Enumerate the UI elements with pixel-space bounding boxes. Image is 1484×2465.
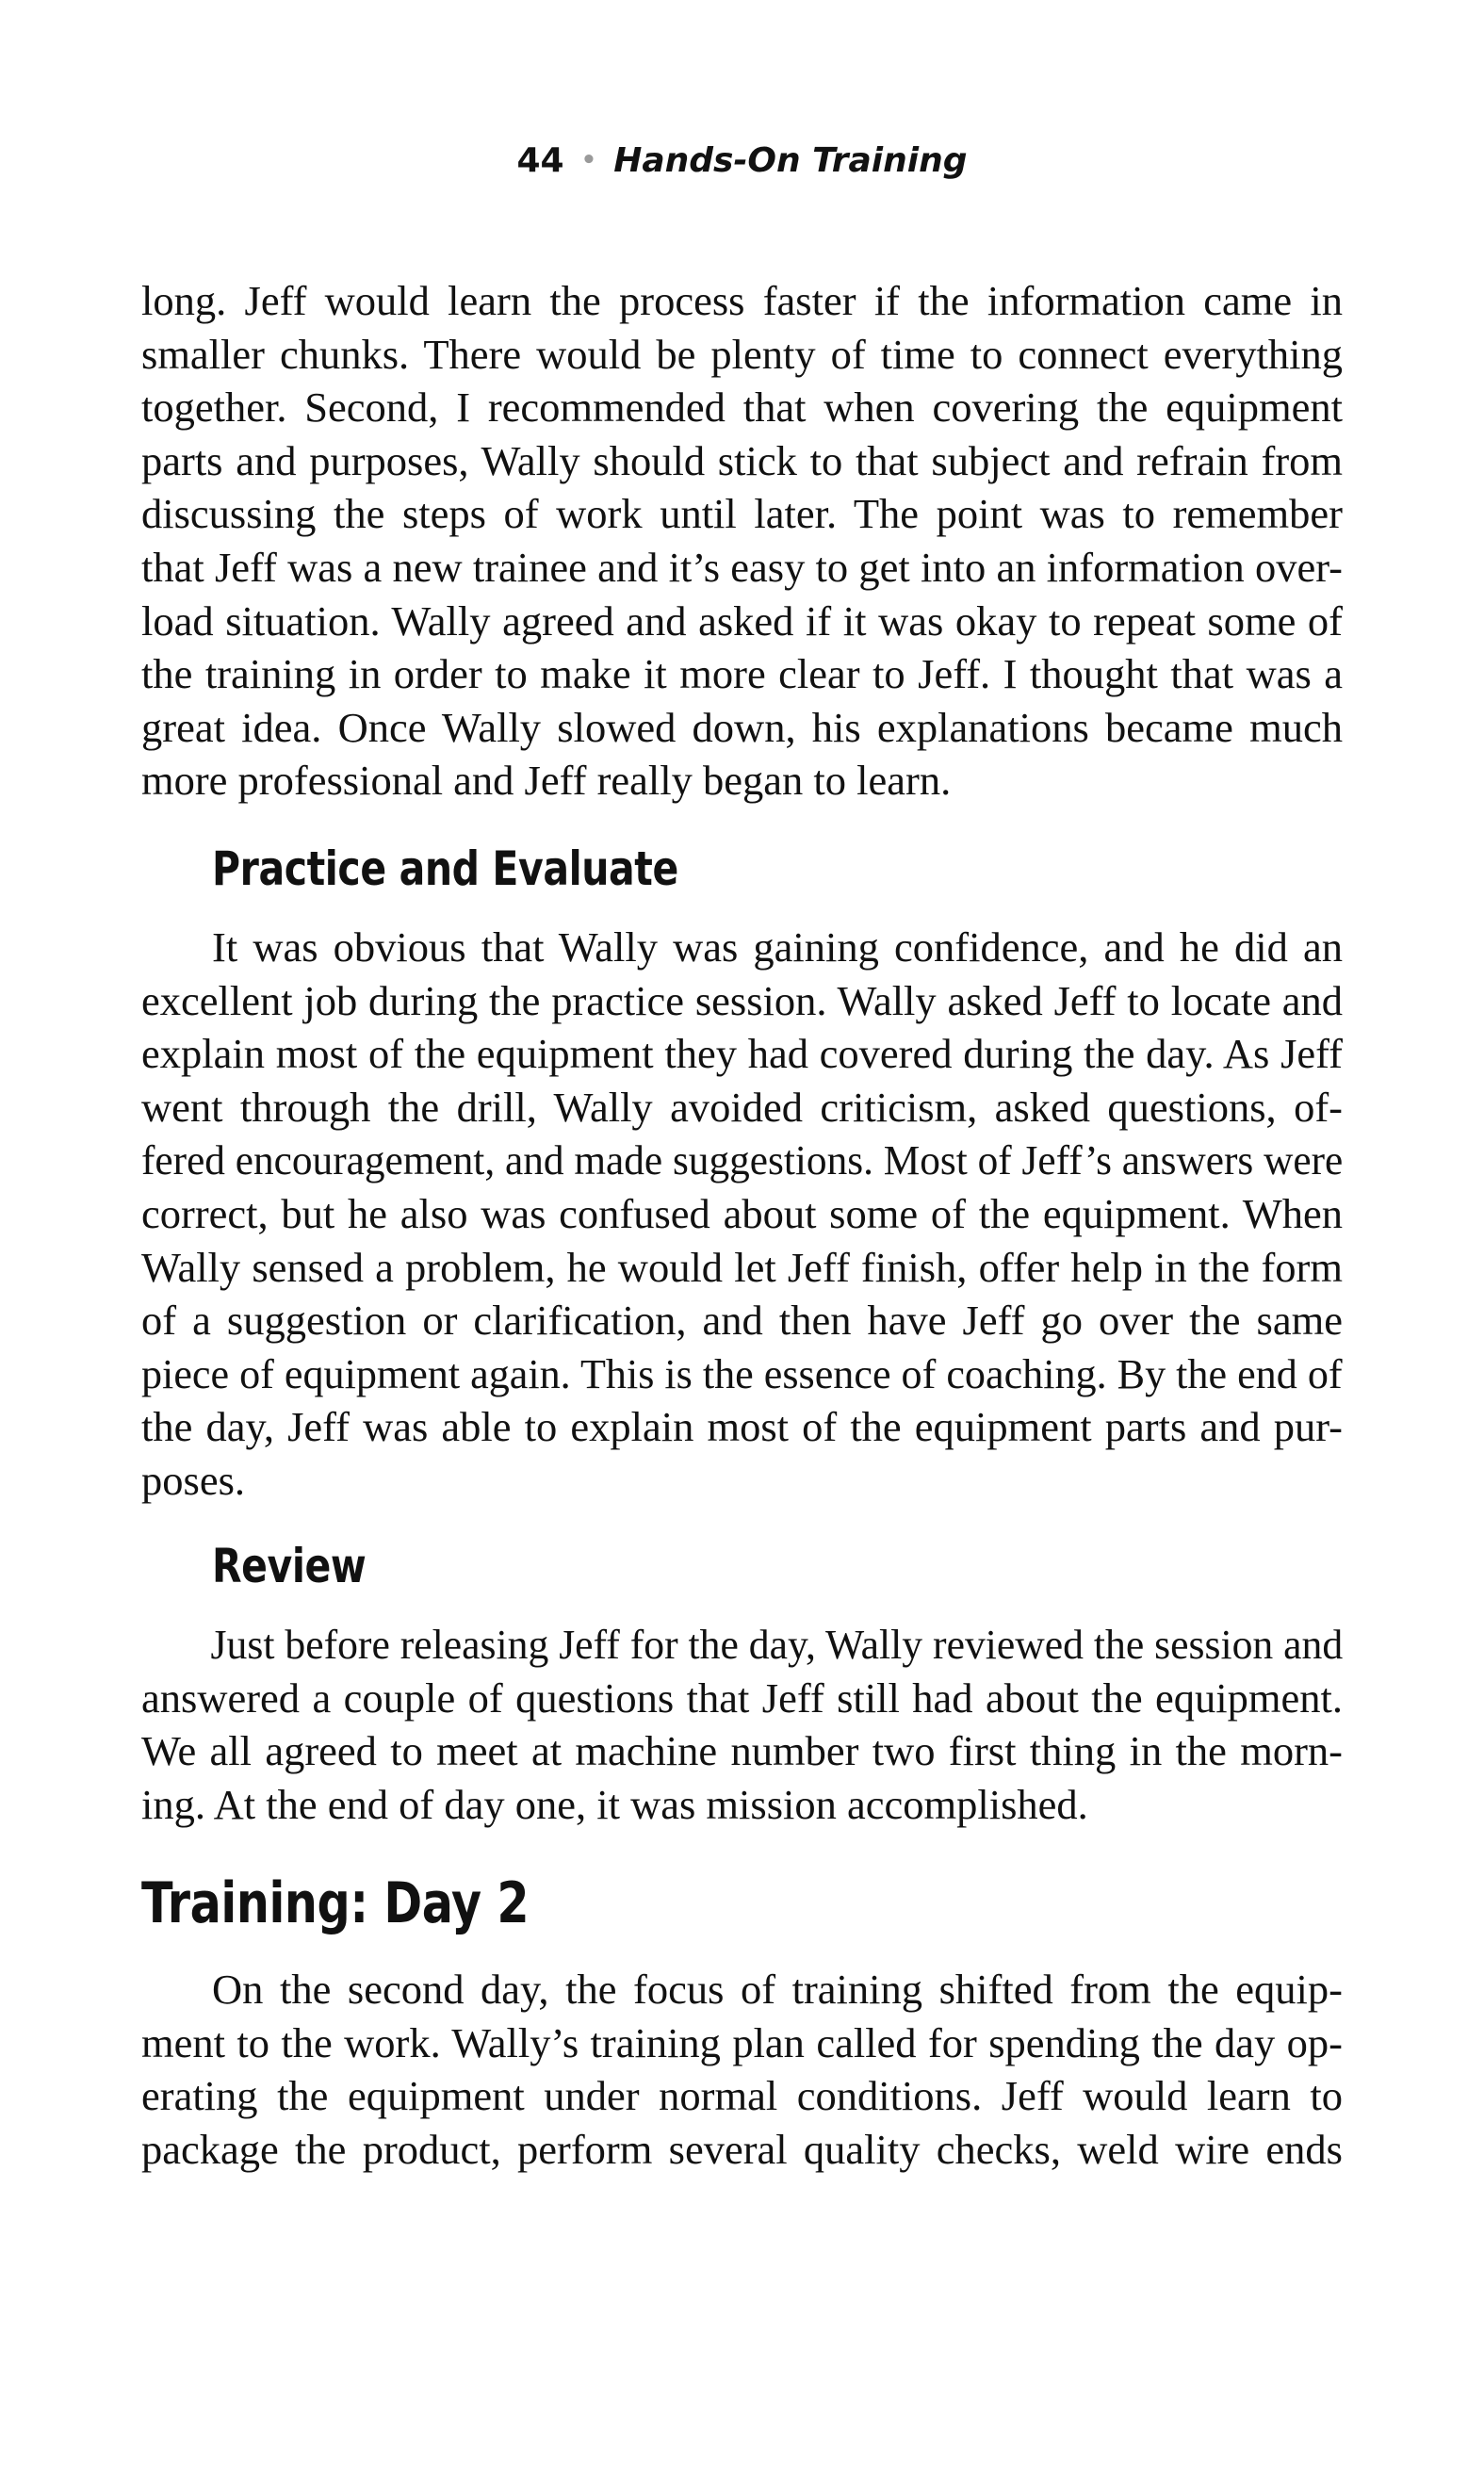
running-head xyxy=(0,137,1484,185)
text-line: erating the equipment under normal conditions. Jeff would learn to xyxy=(141,2072,1343,2120)
text-line: poses. xyxy=(141,1456,246,1504)
text-line: answered a couple of questions that Jeff still had about the equipment. xyxy=(141,1673,1343,1722)
text-line: package the product, perform several quality checks, weld wire ends xyxy=(141,2125,1343,2173)
text-line: It was obvious that Wally was gaining confidence, and he did an xyxy=(212,923,1343,971)
text-line: the training in order to make it more clear to Jeff. I thought that was a xyxy=(141,650,1343,698)
paragraph-day-2 xyxy=(141,1963,1343,2176)
text-line: smaller chunks. There would be plenty of time to connect everything xyxy=(141,330,1343,378)
paragraph-practice xyxy=(141,921,1343,1508)
heading-training-day-2: Training: Day 2 xyxy=(141,1870,530,1936)
text-line: Just before releasing Jeff for the day, Wally reviewed the session and xyxy=(210,1621,1344,1668)
text-line: fered encouragement, and made suggestions. Most of Jeff’s answers were xyxy=(141,1136,1344,1184)
text-line: explain most of the equipment they had covered during the day. As Jeff xyxy=(141,1030,1343,1078)
text-line: great idea. Once Wally slowed down, his explanations became much xyxy=(141,703,1343,751)
heading-review: Review xyxy=(212,1539,367,1593)
text-line: of a suggestion or clarification, and then have Jeff go over the same xyxy=(141,1297,1343,1345)
text-line: went through the drill, Wally avoided criticism, asked questions, of- xyxy=(141,1083,1343,1131)
separator-bullet: • xyxy=(580,146,597,174)
text-line: piece of equipment again. This is the essence of coaching. By the end of xyxy=(141,1349,1343,1397)
text-line: long. Jeff would learn the process faster if the information came in xyxy=(141,277,1343,324)
text-line: that Jeff was a new trainee and it’s easy to get into an information over- xyxy=(141,543,1343,591)
text-line: On the second day, the focus of training shifted from the equip- xyxy=(212,1966,1343,2013)
paragraph-review xyxy=(141,1618,1343,1831)
text-line: together. Second, I recommended that when covering the equipment xyxy=(141,384,1343,432)
text-line: correct, but he also was confused about some of the equipment. When xyxy=(141,1189,1343,1237)
text-line: We all agreed to meet at machine number two first thing in the morn- xyxy=(141,1727,1343,1775)
heading-practice-and-evaluate: Practice and Evaluate xyxy=(212,841,678,896)
text-line: ment to the work. Wally’s training plan called for spending the day op- xyxy=(141,2018,1343,2066)
text-line: discussing the steps of work until later. The point was to remember xyxy=(141,490,1343,538)
book-title: Hands-On Training xyxy=(613,141,968,180)
text-line: Wally sensed a problem, he would let Jeff finish, offer help in the form xyxy=(141,1243,1343,1291)
paragraph-intro xyxy=(141,274,1343,808)
page-number: 44 xyxy=(516,141,564,180)
text-line: more professional and Jeff really began to learn. xyxy=(141,757,952,805)
text-line: the day, Jeff was able to explain most of the equipment parts and pur- xyxy=(141,1403,1343,1451)
text-line: excellent job during the practice session. Wally asked Jeff to locate and xyxy=(141,976,1343,1024)
text-line: load situation. Wally agreed and asked if it was okay to repeat some of xyxy=(141,596,1343,645)
text-line: ing. At the end of day one, it was mission accomplished. xyxy=(141,1780,1088,1828)
text-line: parts and purposes, Wally should stick to that subject and refrain from xyxy=(141,436,1343,484)
